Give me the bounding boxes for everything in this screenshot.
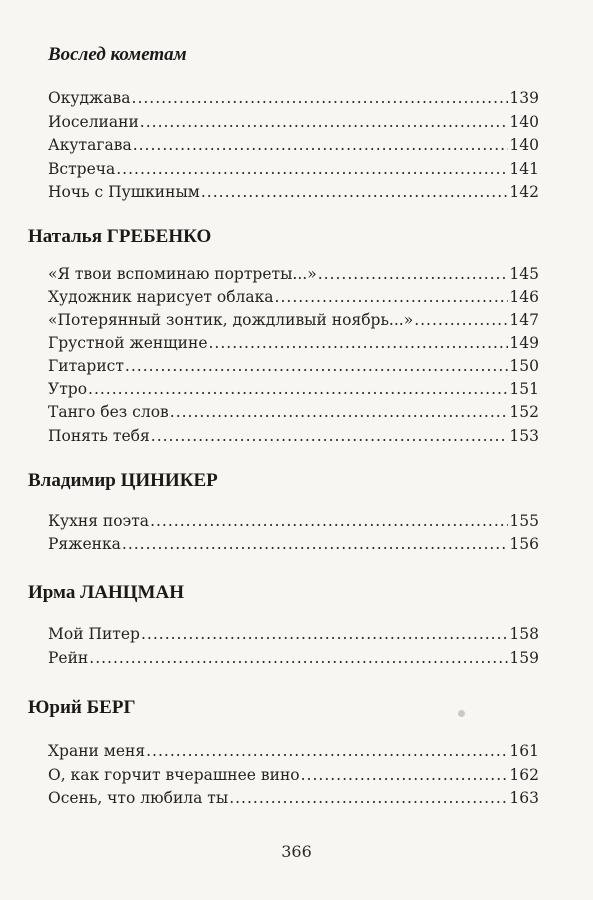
dot-leader [132, 87, 509, 110]
entry-page: 162 [509, 766, 539, 784]
toc-entry [48, 309, 539, 332]
toc-entry [48, 764, 539, 787]
dot-leader [89, 647, 508, 670]
dot-leader [414, 309, 508, 332]
entry-page: 155 [509, 512, 539, 530]
toc-entry [48, 623, 539, 646]
entry-page: 140 [509, 136, 539, 154]
entry-title: Осень, что любила ты [48, 789, 229, 807]
entry-page: 153 [509, 427, 539, 445]
toc-entry [48, 355, 539, 378]
entry-page: 142 [509, 183, 539, 201]
entry-title: Рейн [48, 649, 89, 667]
section-title-vosled-kometam: Вослед кометам [48, 44, 187, 65]
entry-title: Окуджава [48, 89, 131, 107]
section-title-berg: Юрий БЕРГ [28, 697, 136, 718]
dot-leader [88, 378, 508, 401]
entry-page: 147 [509, 311, 539, 329]
entry-title: Гитарист [48, 357, 124, 375]
dot-leader [150, 510, 508, 533]
dot-leader [151, 425, 509, 448]
entry-title: Утро [48, 380, 88, 398]
entry-page: 156 [509, 535, 539, 553]
entry-title: «Я твои вспоминаю портреты...» [48, 265, 317, 283]
toc-entry [48, 425, 539, 448]
dot-leader [141, 623, 508, 646]
dot-leader [140, 111, 509, 134]
dot-leader [201, 181, 509, 204]
entry-title: Встреча [48, 160, 116, 178]
toc-entry [48, 533, 539, 556]
section-title-tsiniker: Владимир ЦИНИКЕР [28, 470, 218, 491]
entry-title: О, как горчит вчерашнее вино [48, 766, 300, 784]
entry-page: 152 [509, 403, 539, 421]
entry-title: «Потерянный зонтик, дождливый ноябрь...» [48, 311, 414, 329]
dot-leader [301, 764, 509, 787]
section-title-lantsman: Ирма ЛАНЦМАН [28, 582, 184, 603]
entry-title: Художник нарисует облака [48, 288, 274, 306]
entry-page: 139 [509, 89, 539, 107]
entry-page: 150 [509, 357, 539, 375]
entry-page: 159 [509, 649, 539, 667]
entry-title: Танго без слов [48, 403, 169, 421]
entry-page: 146 [509, 288, 539, 306]
toc-entry [48, 87, 539, 110]
entry-page: 161 [509, 742, 539, 760]
entry-page: 151 [509, 380, 539, 398]
toc-entry [48, 263, 539, 286]
toc-entry [48, 181, 539, 204]
entry-title: Ряженка [48, 535, 121, 553]
toc-entry [48, 111, 539, 134]
dot-leader [146, 740, 508, 763]
dot-leader [275, 286, 509, 309]
paper-speck [458, 710, 465, 717]
toc-entry [48, 787, 539, 810]
page-number: 366 [281, 842, 312, 861]
entry-page: 149 [509, 334, 539, 352]
entry-page: 145 [509, 265, 539, 283]
toc-entry [48, 401, 539, 424]
dot-leader [209, 332, 509, 355]
toc-entry [48, 286, 539, 309]
entry-title: Иоселиани [48, 113, 139, 131]
entry-title: Акутагава [48, 136, 132, 154]
entry-title: Мой Питер [48, 625, 140, 643]
entry-page: 158 [509, 625, 539, 643]
dot-leader [170, 401, 509, 424]
toc-entry [48, 134, 539, 157]
entry-title: Ночь с Пушкиным [48, 183, 200, 201]
dot-leader [133, 134, 509, 157]
toc-entry [48, 647, 539, 670]
dot-leader [229, 787, 508, 810]
entry-title: Храни меня [48, 742, 146, 760]
dot-leader [116, 158, 508, 181]
entry-page: 141 [509, 160, 539, 178]
toc-entry [48, 510, 539, 533]
entry-page: 163 [509, 789, 539, 807]
entry-title: Понять тебя [48, 427, 150, 445]
toc-entry [48, 740, 539, 763]
entry-page: 140 [509, 113, 539, 131]
entry-title: Грустной женщине [48, 334, 208, 352]
dot-leader [122, 533, 509, 556]
toc-entry [48, 332, 539, 355]
toc-entry [48, 378, 539, 401]
dot-leader [318, 263, 509, 286]
toc-entry [48, 158, 539, 181]
dot-leader [125, 355, 508, 378]
entry-title: Кухня поэта [48, 512, 150, 530]
section-title-grebenko: Наталья ГРЕБЕНКО [28, 226, 212, 247]
